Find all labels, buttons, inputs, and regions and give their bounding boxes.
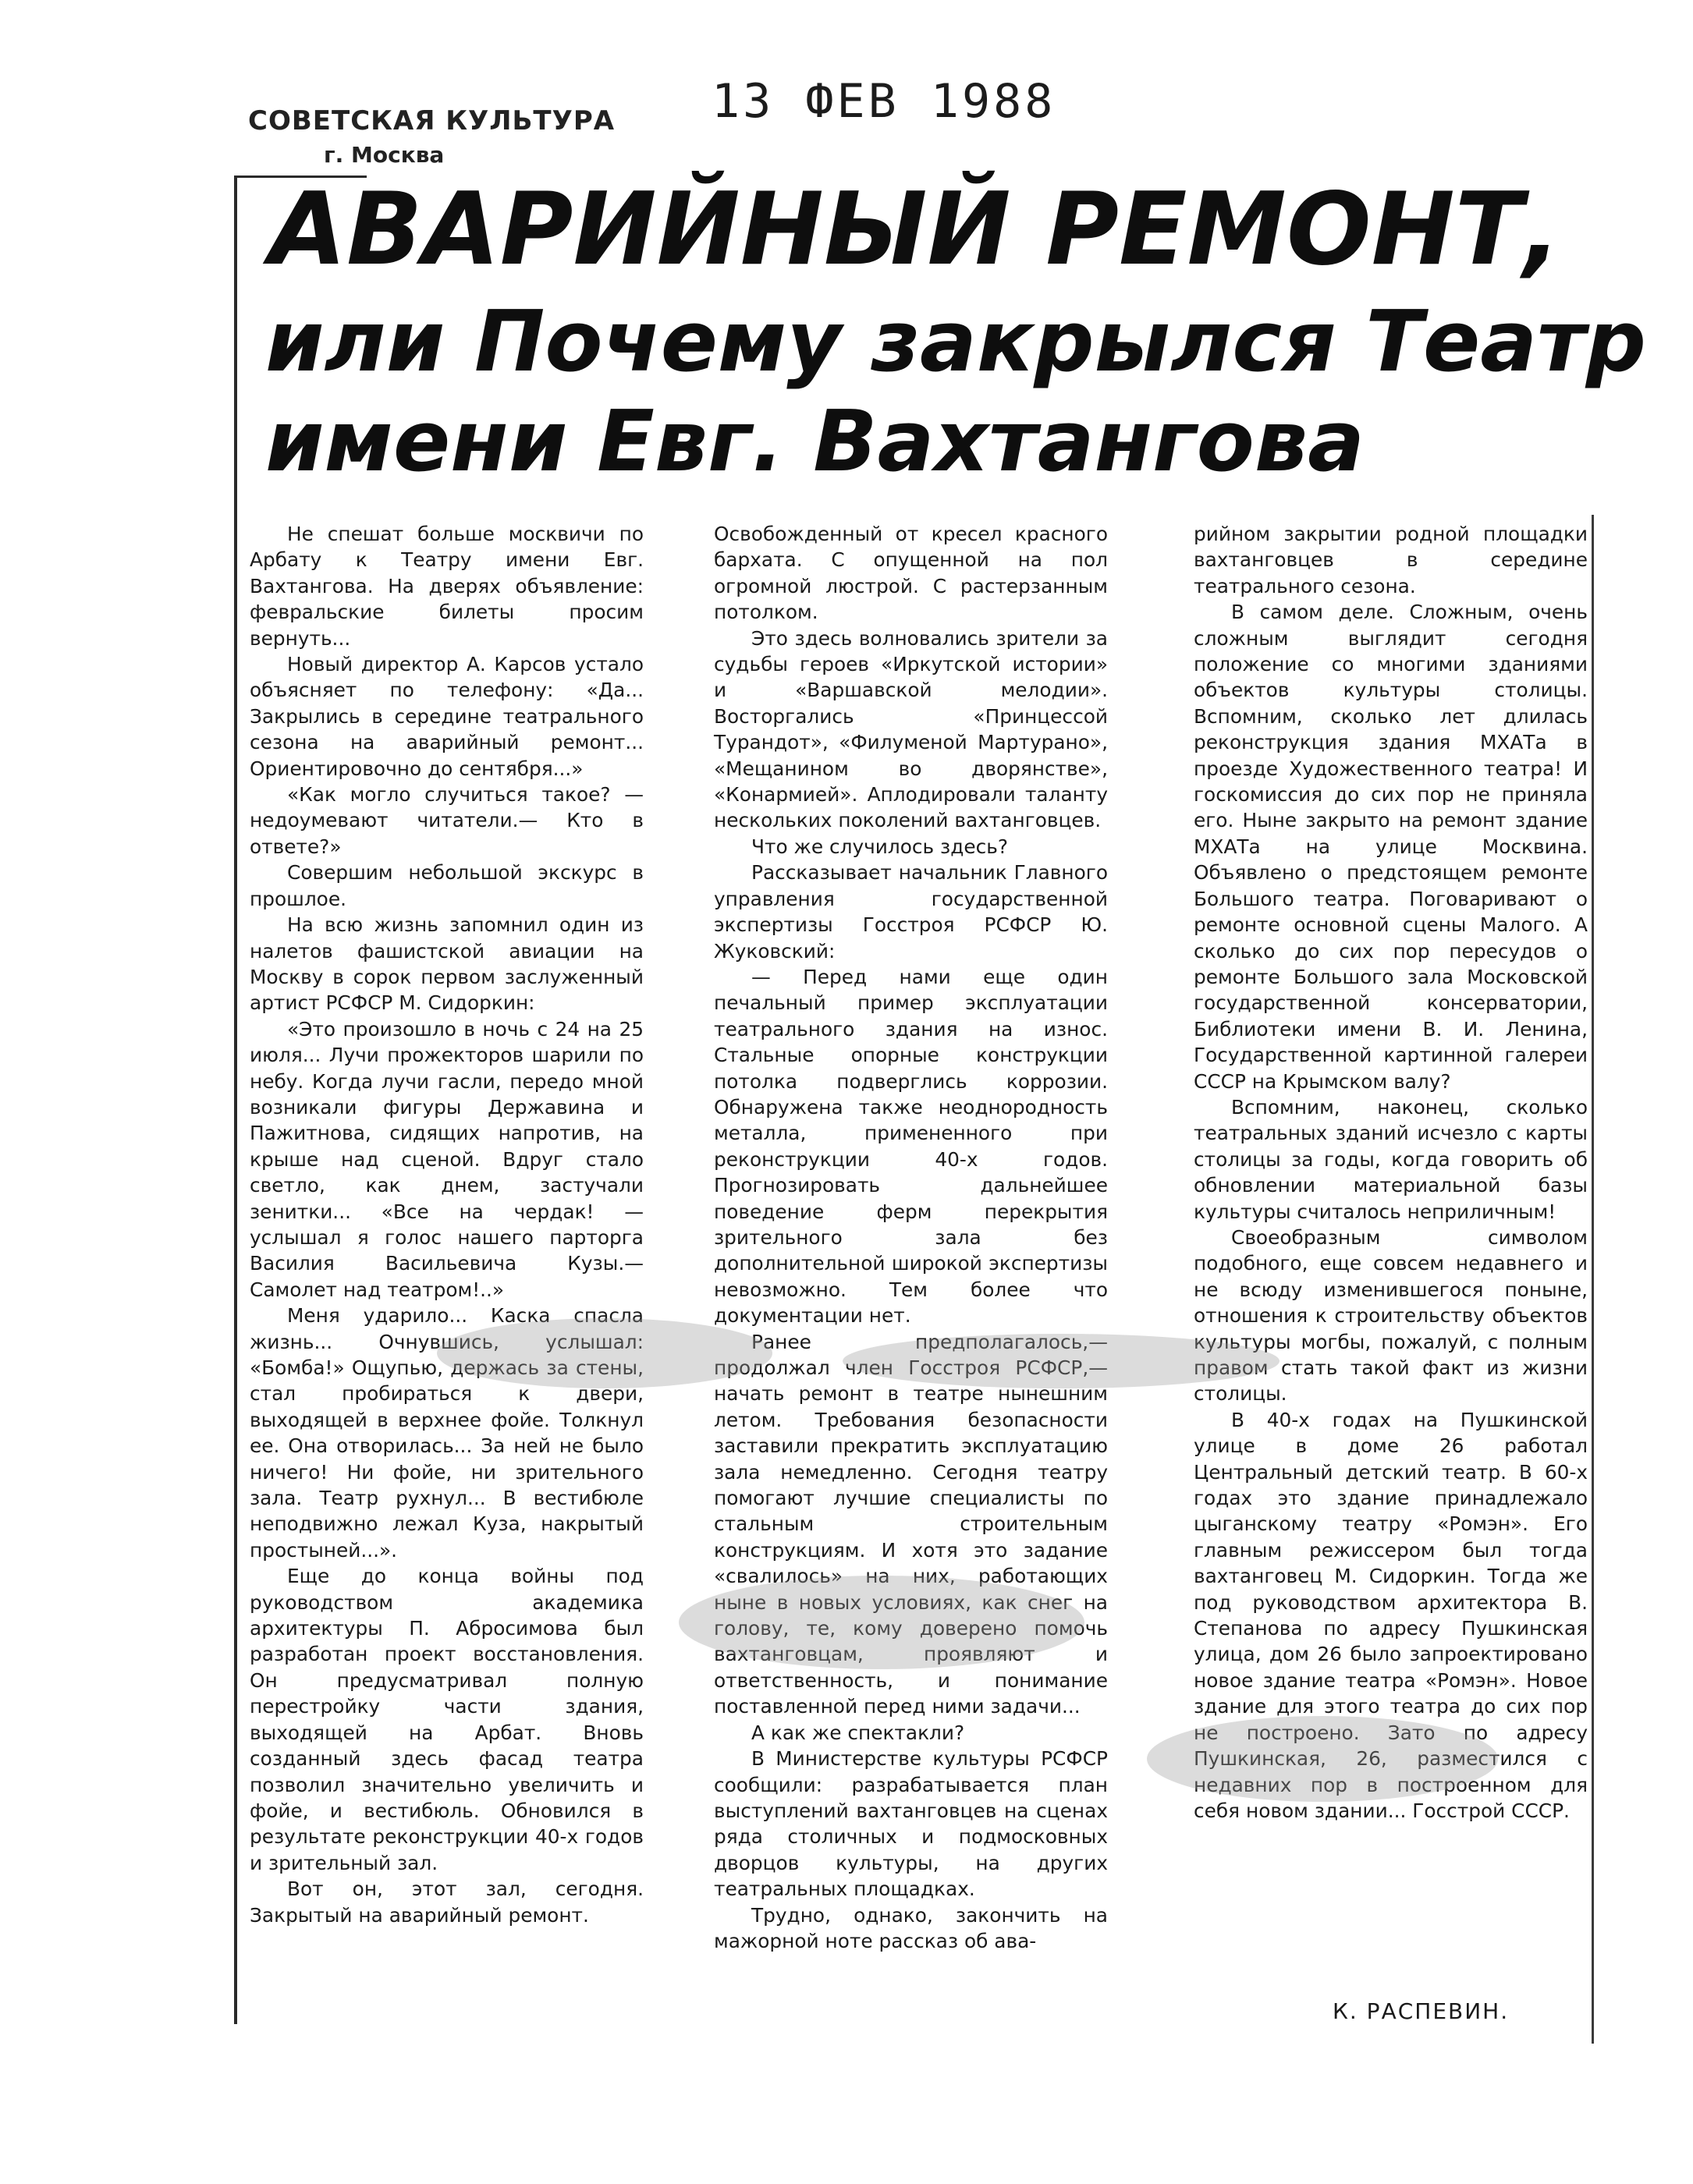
- paragraph: Новый директор А. Карсов устало объясняет по телефону: «Да... Закрылись в середине театрального сезона на аварийный ремонт... Ориентировочно до сентября...»: [250, 653, 644, 780]
- paragraph: Рассказывает начальник Главного управления государственной экспертизы Госстроя РСФСР Ю. Жуковский:: [714, 861, 1108, 963]
- photocopy-smudge: [679, 1576, 1084, 1669]
- paragraph: Что же случилось здесь?: [751, 835, 1009, 858]
- photocopy-smudge: [843, 1334, 1280, 1388]
- paragraph: «Как могло случиться такое? — недоумевают читатели.— Кто в ответе?»: [250, 783, 644, 858]
- article-column-1: [250, 521, 644, 1928]
- paragraph: рийном закрытии родной площадки вахтанговцев в середине театрального сезона.: [1194, 523, 1588, 597]
- paragraph: Трудно, однако, закончить на мажорной ноте рассказ об ава-: [714, 1903, 1108, 1952]
- paragraph: Освобожденный от кресел красного бархата. С опущенной на пол огромной люстрой. С растерзанным потолком.: [714, 523, 1108, 624]
- photocopy-smudge: [437, 1318, 772, 1388]
- paragraph: А как же спектакли?: [751, 1721, 965, 1744]
- date-stamp: 13 ФЕВ 1988: [712, 74, 1056, 129]
- article-subheadline: [265, 292, 1646, 492]
- author-signature: К. РАСПЕВИН.: [1333, 1998, 1510, 2024]
- paragraph: — Перед нами еще один печальный пример эксплуатации театрального здания на износ. Стальные опорные конструкции потолка подверглись коррозии. Обнаружена также неоднородность металла, примененного при реконструкции 40-х годов. Прогнозировать дальнейшее поведение ферм перекрытия зрительного зала без дополнительной широкой экспертизы невозможно. Тем более что документации нет.: [714, 965, 1108, 1328]
- subheadline-line-2: имени Евг. Вахтангова: [265, 393, 1365, 491]
- subheadline-line-1: или Почему закрылся Театр: [265, 293, 1646, 391]
- paragraph: Своеобразным символом подобного, еще совсем недавнего и не всюду изменившегося поныне, отношения к строительству объектов культуры могбы, пожалуй, с полным правом стать такой факт из жизни столицы.: [1194, 1225, 1588, 1406]
- photocopy-smudge: [1147, 1716, 1498, 1802]
- paragraph: Ранее предполагалось,— продолжал член Госстроя РСФСР,— начать ремонт в театре нынешним летом. Требования безопасности заставили прекратить эксплуатацию зала немедленно. Сегодня театру помогают лучшие специалисты по стальным строительным конструкциям. И хотя это задание «свалилось» на них, работающих ныне в новых условиях, как снег на голову, те, кому доверено помочь вахтанговцам, проявляют и ответственность, и понимание поставленной перед ними задачи...: [714, 1330, 1108, 1718]
- paragraph: Совершим небольшой экскурс в прошлое.: [250, 861, 644, 910]
- paragraph: Еще до конца войны под руководством академика архитектуры П. Абросимова был разработан проект восстановления. Он предусматривал полную перестройку части здания, выходящей на Арбат. Вновь созданный здесь фасад театра позволил значительно увеличить и фойе, и вестибюль. Обновился в результате реконструкции 40-х годов и зрительный зал.: [250, 1565, 644, 1874]
- clipping-right-edge: [1592, 515, 1594, 2044]
- paragraph: В самом деле. Сложным, очень сложным выглядит сегодня положение со многими зданиями объектов культуры столицы. Вспомним, сколько лет длилась реконструкция здания МХАТа в проезде Художественного театра! И госкомиссия до сих пор не приняла его. Ныне закрыто на ремонт здание МХАТа на улице Москвина. Объявлено о предстоящем ремонте Большого театра. Поговаривают о ремонте основной сцены Малого. А сколько до сих пор пересудов о ремонте Большого зала Московской государственной консерватории, Библиотеки имени В. И. Ленина, Государственной картинной галереи СССР на Крымском валу?: [1194, 601, 1588, 1093]
- paragraph: Вот он, этот зал, сегодня. Закрытый на аварийный ремонт.: [250, 1877, 644, 1927]
- paragraph: В Министерстве культуры РСФСР сообщили: разрабатывается план выступлений вахтанговцев на сценах ряда столичных и подмосковных дворцов культуры, на других театральных площадках.: [714, 1747, 1108, 1901]
- article-headline: АВАРИЙНЫЙ РЕМОНТ,: [269, 172, 1561, 288]
- clipping-left-edge: [234, 176, 237, 2024]
- publication-stamp: СОВЕТСКАЯ КУЛЬТУРА: [248, 105, 616, 136]
- paragraph: Это здесь волновались зрители за судьбы героев «Иркутской истории» и «Варшавской мелодии». Восторгались «Принцессой Турандот», «Филуменой Мартурано», «Мещанином во дворянстве», «Конармией». Аплодировали таланту нескольких поколений вахтанговцев.: [714, 626, 1108, 832]
- article-column-3: [1194, 521, 1588, 1824]
- city-stamp: г. Москва: [324, 142, 445, 168]
- paragraph: Меня ударило... Каска спасла жизнь... Очнувшись, услышал: «Бомба!» Ощупью, держась за стены, стал пробираться к двери, выходящей в верхнее фойе. Толкнул ее. Она отворилась... За ней не было ничего! Ни фойе, ни зрительного зала. Театр рухнул... В вестибюле неподвижно лежал Куза, накрытый простыней...».: [250, 1304, 644, 1562]
- paragraph: На всю жизнь запомнил один из налетов фашистской авиации на Москву в сорок первом заслуженный артист РСФСР М. Сидоркин:: [250, 913, 644, 1015]
- paragraph: В 40-х годах на Пушкинской улице в доме 26 работал Центральный детский театр. В 60-х годах это здание принадлежало цыганскому театру «Ромэн». Его главным режиссером был тогда вахтанговец М. Сидоркин. Тогда же под руководством архитектора В. Степанова по адресу Пушкинская улица, дом 26 было запроектировано новое здание театра «Ромэн». Новое здание для этого театра до сих пор не построено. Зато по адресу Пушкинская, 26, разместился с недавних пор в построенном для себя новом здании... Госстрой СССР.: [1194, 1408, 1588, 1822]
- paragraph: Не спешат больше москвичи по Арбату к Театру имени Евг. Вахтангова. На дверях объявление: февральские билеты просим вернуть...: [250, 523, 644, 650]
- paragraph: «Это произошло в ночь с 24 на 25 июля... Лучи прожекторов шарили по небу. Когда лучи гасли, передо мной возникали фигуры Державина и Пажитнова, сидящих напротив, на крыше над сценой. Вдруг стало светло, как днем, застучали зенитки... «Все на чердак! — услышал я голос нашего парторга Василия Васильевича Кузы.— Самолет над театром!..»: [250, 1017, 644, 1301]
- paragraph: Вспомним, наконец, сколько театральных зданий исчезло с карты столицы за годы, когда говорить об обновлении материальной базы культуры считалось неприличным!: [1194, 1095, 1588, 1223]
- article-column-2: [714, 521, 1108, 1954]
